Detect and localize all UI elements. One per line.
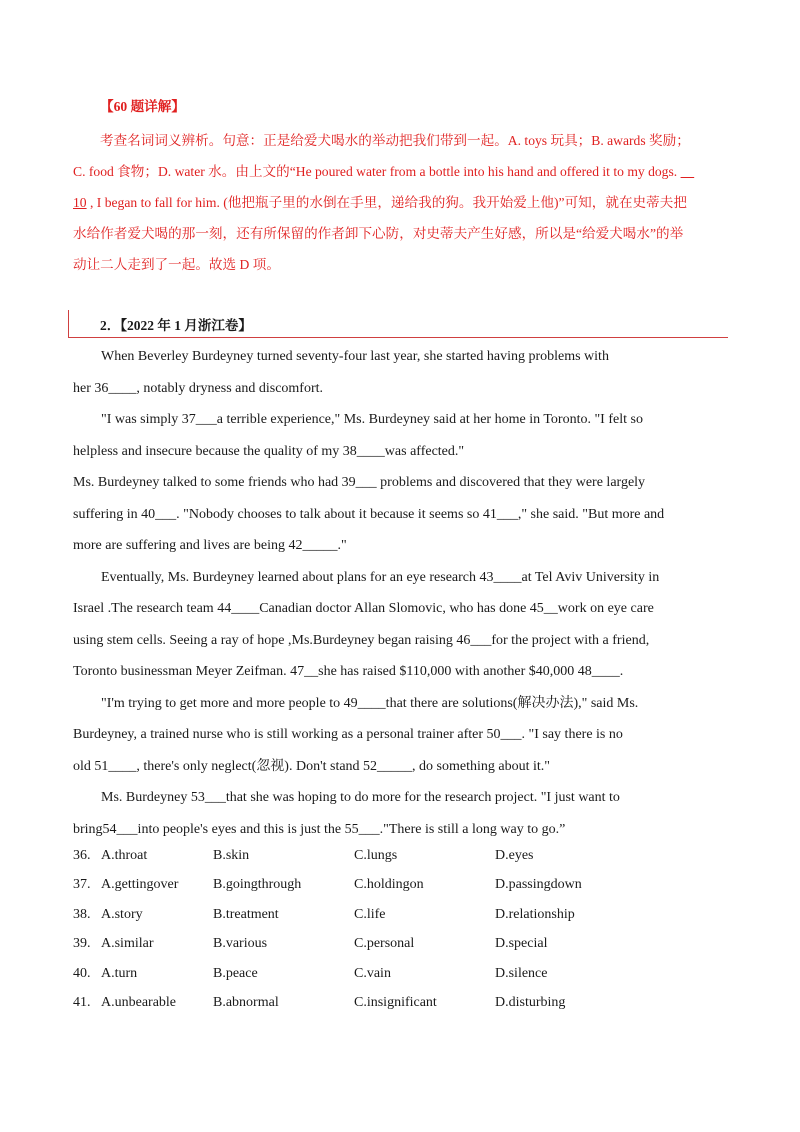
- header-rule: [68, 337, 728, 338]
- question-number: 41.: [73, 995, 91, 1010]
- passage-line: bring54___into people's eyes and this is just the 55___."There is still a long way to go.”: [73, 821, 566, 837]
- option-c: C.personal: [354, 936, 415, 951]
- option-b: B.skin: [213, 848, 250, 863]
- passage-line: Eventually, Ms. Burdeyney learned about plans for an eye research 43____at Tel Aviv University in: [101, 569, 660, 585]
- question-number: 37.: [73, 877, 91, 892]
- passage-line: Toronto businessman Meyer Zeifman. 47__she has raised $110,000 with another $40,000 48____.: [73, 664, 624, 679]
- explanation-line: [73, 187, 733, 218]
- option-c: C.insignificant: [354, 995, 437, 1010]
- option-d: D.eyes: [495, 848, 534, 863]
- passage-line: Israel .The research team 44____Canadian doctor Allan Slomovic, who has done 45__work on eye care: [73, 601, 654, 616]
- option-a: A.story: [101, 907, 143, 922]
- option-b: B.various: [213, 936, 268, 951]
- option-c: C.holdingon: [354, 877, 424, 892]
- passage-line: When Beverley Burdeyney turned seventy-four last year, she started having problems with: [101, 349, 609, 364]
- option-a: A.similar: [101, 936, 154, 951]
- passage-line: more are suffering and lives are being 42_____.": [73, 538, 347, 553]
- explanation-line: 考查名词词义辨析。句意：正是给爱犬喝水的举动把我们带到一起。A. toys 玩具；B. awards 奖励；: [100, 133, 690, 148]
- passage-line: Burdeyney, a trained nurse who is still working as a personal trainer after 50___. "I say there is no: [73, 727, 623, 742]
- option-d: D.silence: [495, 966, 548, 981]
- passage-line: her 36____, notably dryness and discomfort.: [73, 380, 324, 396]
- option-a: A.gettingover: [101, 877, 179, 892]
- option-d: D.special: [495, 936, 548, 951]
- explanation-line: 水给作者爱犬喝的那一刻，还有所保留的作者卸下心防，对史蒂夫产生好感，所以是“给爱犬喝水”的举: [73, 226, 684, 241]
- explanation-text: , I began to fall for him. (他把瓶子里的水倒在手里，递给我的狗。我开始爱上他)”可知，就在史蒂夫把: [90, 195, 687, 210]
- option-b: B.goingthrough: [213, 877, 302, 892]
- option-a: A.turn: [101, 966, 138, 981]
- option-c: C.lungs: [354, 848, 398, 863]
- passage-line: using stem cells. Seeing a ray of hope ,Ms.Burdeyney began raising 46___for the project with a friend,: [73, 632, 650, 648]
- passage-line: "I was simply 37___a terrible experience," Ms. Burdeyney said at her home in Toronto. "I felt so: [101, 412, 643, 427]
- option-d: D.passingdown: [495, 877, 582, 892]
- option-d: D.disturbing: [495, 995, 566, 1010]
- passage-line: suffering in 40___. "Nobody chooses to talk about it because it seems so 41___," she said. "But more and: [73, 506, 665, 522]
- option-d: D.relationship: [495, 907, 575, 922]
- option-b: B.treatment: [213, 907, 279, 922]
- passage-line: old 51____, there's only neglect(忽视). Don't stand 52_____, do something about it.": [73, 758, 550, 774]
- explanation-text: C. food 食物；D. water 水。由上文的“He poured water from a bottle into his hand and offered it to my dogs.: [73, 164, 678, 179]
- option-a: A.unbearable: [101, 995, 177, 1010]
- explanation-line: [73, 156, 733, 187]
- explanation-heading: 【60 题详解】: [100, 99, 185, 114]
- question-number: 36.: [73, 848, 91, 863]
- blank-number: 10: [73, 195, 87, 210]
- explanation-line: 动让二人走到了一起。故选 D 项。: [73, 257, 280, 272]
- question-number: 40.: [73, 966, 91, 981]
- question-number: 39.: [73, 936, 91, 951]
- option-a: A.throat: [101, 848, 148, 863]
- passage-line: Ms. Burdeyney 53___that she was hoping to do more for the research project. "I just want to: [101, 790, 620, 805]
- option-b: B.abnormal: [213, 995, 279, 1010]
- passage-line: helpless and insecure because the quality of my 38____was affected.": [73, 443, 465, 459]
- option-c: C.life: [354, 907, 386, 922]
- section-header: [68, 310, 728, 338]
- section-title: 2．【2022 年 1 月浙江卷】: [100, 318, 252, 333]
- explanation-body: [73, 125, 733, 280]
- passage-line: Ms. Burdeyney talked to some friends who had 39___ problems and discovered that they were largely: [73, 475, 646, 490]
- header-left-bar: [68, 310, 69, 338]
- question-number: 38.: [73, 907, 91, 922]
- option-c: C.vain: [354, 966, 391, 981]
- passage: [73, 341, 733, 845]
- passage-line: "I'm trying to get more and more people to 49____that there are solutions(解决办法)," said Ms.: [101, 695, 639, 711]
- option-b: B.peace: [213, 966, 258, 981]
- blank-underline: [681, 164, 695, 179]
